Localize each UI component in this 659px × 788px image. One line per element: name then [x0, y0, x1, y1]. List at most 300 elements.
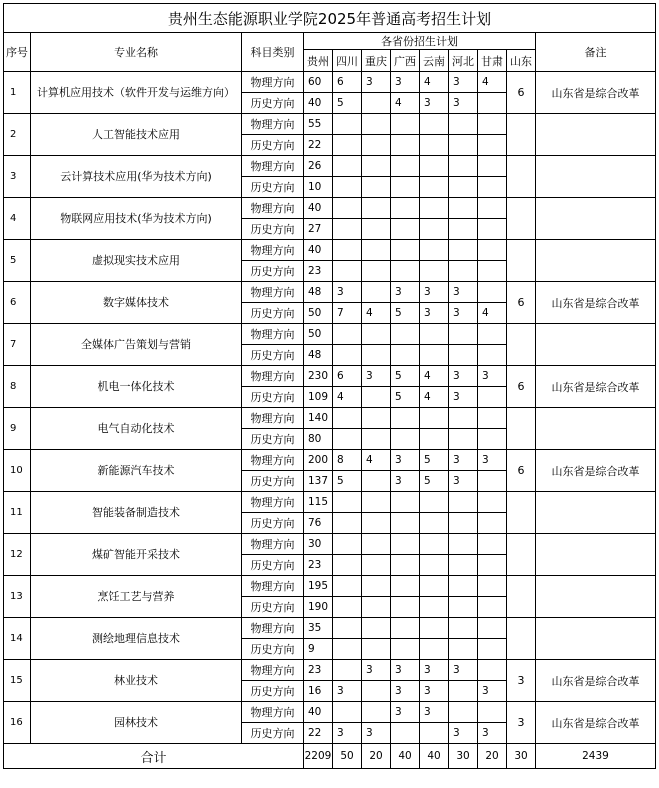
quota-cell — [449, 156, 478, 177]
quota-cell — [391, 408, 420, 429]
quota-cell — [420, 156, 449, 177]
quota-cell — [333, 513, 362, 534]
quota-cell — [333, 618, 362, 639]
quota-cell — [333, 702, 362, 723]
major-cell: 计算机应用技术（软件开发与运维方向） — [31, 72, 242, 114]
header-province-gansu: 甘肃 — [478, 50, 507, 72]
quota-cell: 3 — [362, 366, 391, 387]
quota-cell — [478, 702, 507, 723]
quota-cell — [478, 660, 507, 681]
quota-cell — [333, 324, 362, 345]
note-cell — [536, 492, 656, 534]
shandong-cell — [507, 156, 536, 198]
seq-cell: 12 — [4, 534, 31, 576]
quota-cell: 3 — [449, 660, 478, 681]
quota-cell — [391, 219, 420, 240]
quota-cell — [333, 198, 362, 219]
category-cell: 物理方向 — [242, 534, 304, 555]
seq-cell: 4 — [4, 198, 31, 240]
table-row — [4, 198, 656, 219]
quota-cell: 3 — [478, 723, 507, 744]
major-cell: 测绘地理信息技术 — [31, 618, 242, 660]
quota-cell: 5 — [391, 387, 420, 408]
quota-cell — [391, 618, 420, 639]
quota-cell: 40 — [304, 240, 333, 261]
table-row — [4, 660, 656, 681]
shandong-cell — [507, 492, 536, 534]
quota-cell — [391, 324, 420, 345]
category-cell: 物理方向 — [242, 282, 304, 303]
shandong-cell — [507, 198, 536, 240]
category-cell: 历史方向 — [242, 345, 304, 366]
quota-cell — [333, 492, 362, 513]
quota-cell — [362, 387, 391, 408]
quota-cell — [333, 429, 362, 450]
category-cell: 历史方向 — [242, 681, 304, 702]
quota-cell — [333, 345, 362, 366]
category-cell: 物理方向 — [242, 72, 304, 93]
quota-cell — [362, 198, 391, 219]
category-cell: 历史方向 — [242, 639, 304, 660]
quota-cell — [333, 660, 362, 681]
quota-cell: 5 — [391, 366, 420, 387]
quota-cell: 3 — [391, 72, 420, 93]
quota-cell — [420, 555, 449, 576]
quota-cell — [449, 240, 478, 261]
category-cell: 历史方向 — [242, 597, 304, 618]
quota-cell — [420, 324, 449, 345]
header-province-chongqing: 重庆 — [362, 50, 391, 72]
quota-cell — [333, 177, 362, 198]
quota-cell — [333, 135, 362, 156]
seq-cell: 9 — [4, 408, 31, 450]
seq-cell: 11 — [4, 492, 31, 534]
quota-cell — [391, 555, 420, 576]
seq-cell: 14 — [4, 618, 31, 660]
note-cell — [536, 618, 656, 660]
category-cell: 物理方向 — [242, 702, 304, 723]
quota-cell — [391, 114, 420, 135]
quota-cell — [391, 639, 420, 660]
note-cell — [536, 156, 656, 198]
quota-cell — [478, 492, 507, 513]
header-province-guizhou: 贵州 — [304, 50, 333, 72]
quota-cell: 23 — [304, 261, 333, 282]
note-cell — [536, 198, 656, 240]
quota-cell: 50 — [304, 303, 333, 324]
category-cell: 历史方向 — [242, 387, 304, 408]
shandong-cell — [507, 576, 536, 618]
quota-cell — [420, 597, 449, 618]
category-cell: 物理方向 — [242, 366, 304, 387]
quota-cell: 3 — [391, 450, 420, 471]
quota-cell — [478, 282, 507, 303]
quota-cell — [362, 576, 391, 597]
quota-cell — [333, 240, 362, 261]
quota-cell: 3 — [391, 702, 420, 723]
shandong-cell: 6 — [507, 366, 536, 408]
total-value: 30 — [449, 744, 478, 769]
table-row — [4, 702, 656, 723]
quota-cell — [391, 261, 420, 282]
quota-cell: 26 — [304, 156, 333, 177]
major-cell: 电气自动化技术 — [31, 408, 242, 450]
quota-cell: 3 — [333, 681, 362, 702]
quota-cell — [478, 534, 507, 555]
quota-cell — [420, 177, 449, 198]
quota-cell — [449, 681, 478, 702]
quota-cell — [333, 156, 362, 177]
enrollment-plan-table — [3, 3, 656, 769]
quota-cell: 22 — [304, 135, 333, 156]
note-cell: 山东省是综合改革 — [536, 660, 656, 702]
quota-cell — [420, 576, 449, 597]
quota-cell — [333, 597, 362, 618]
shandong-cell — [507, 618, 536, 660]
quota-cell — [420, 345, 449, 366]
quota-cell: 4 — [333, 387, 362, 408]
note-cell — [536, 240, 656, 282]
shandong-cell: 3 — [507, 702, 536, 744]
seq-cell: 2 — [4, 114, 31, 156]
seq-cell: 13 — [4, 576, 31, 618]
quota-cell: 195 — [304, 576, 333, 597]
quota-cell — [362, 702, 391, 723]
quota-cell — [478, 429, 507, 450]
quota-cell: 16 — [304, 681, 333, 702]
quota-cell — [333, 114, 362, 135]
quota-cell: 3 — [362, 723, 391, 744]
header-province-hebei: 河北 — [449, 50, 478, 72]
quota-cell: 4 — [362, 450, 391, 471]
quota-cell — [449, 513, 478, 534]
category-cell: 历史方向 — [242, 303, 304, 324]
quota-cell — [478, 408, 507, 429]
quota-cell: 48 — [304, 345, 333, 366]
total-value: 50 — [333, 744, 362, 769]
quota-cell — [449, 576, 478, 597]
note-cell — [536, 576, 656, 618]
quota-cell: 140 — [304, 408, 333, 429]
quota-cell — [391, 597, 420, 618]
quota-cell — [478, 198, 507, 219]
quota-cell — [333, 555, 362, 576]
quota-cell: 35 — [304, 618, 333, 639]
quota-cell: 3 — [449, 303, 478, 324]
quota-cell — [362, 429, 391, 450]
quota-cell: 137 — [304, 471, 333, 492]
shandong-cell: 3 — [507, 660, 536, 702]
total-value: 2209 — [304, 744, 333, 769]
quota-cell — [420, 408, 449, 429]
quota-cell — [391, 576, 420, 597]
quota-cell: 5 — [420, 450, 449, 471]
quota-cell: 3 — [391, 681, 420, 702]
quota-cell — [391, 177, 420, 198]
quota-cell: 3 — [449, 366, 478, 387]
quota-cell — [420, 429, 449, 450]
quota-cell: 3 — [420, 702, 449, 723]
shandong-cell — [507, 324, 536, 366]
quota-cell: 10 — [304, 177, 333, 198]
total-label: 合计 — [4, 744, 304, 769]
quota-cell — [478, 471, 507, 492]
quota-cell — [449, 177, 478, 198]
quota-cell — [362, 93, 391, 114]
category-cell: 物理方向 — [242, 114, 304, 135]
category-cell: 物理方向 — [242, 240, 304, 261]
quota-cell — [449, 555, 478, 576]
quota-cell: 3 — [333, 282, 362, 303]
quota-cell: 3 — [420, 660, 449, 681]
quota-cell — [391, 723, 420, 744]
category-cell: 历史方向 — [242, 429, 304, 450]
category-cell: 历史方向 — [242, 471, 304, 492]
quota-cell — [362, 618, 391, 639]
quota-cell — [420, 534, 449, 555]
category-cell: 物理方向 — [242, 408, 304, 429]
quota-cell — [362, 135, 391, 156]
quota-cell: 5 — [333, 93, 362, 114]
quota-cell: 3 — [362, 72, 391, 93]
quota-cell: 3 — [420, 93, 449, 114]
grand-total: 2439 — [536, 744, 656, 769]
quota-cell: 4 — [362, 303, 391, 324]
quota-cell: 3 — [449, 387, 478, 408]
category-cell: 物理方向 — [242, 324, 304, 345]
quota-cell — [420, 261, 449, 282]
quota-cell: 3 — [420, 681, 449, 702]
quota-cell — [449, 219, 478, 240]
quota-cell: 3 — [449, 450, 478, 471]
category-cell: 历史方向 — [242, 261, 304, 282]
major-cell: 智能装备制造技术 — [31, 492, 242, 534]
quota-cell: 3 — [391, 660, 420, 681]
quota-cell: 3 — [449, 471, 478, 492]
table-row — [4, 534, 656, 555]
plan-body — [4, 72, 656, 744]
quota-cell: 8 — [333, 450, 362, 471]
quota-cell — [420, 618, 449, 639]
quota-cell: 30 — [304, 534, 333, 555]
quota-cell: 3 — [478, 450, 507, 471]
quota-cell — [420, 198, 449, 219]
quota-cell — [362, 219, 391, 240]
seq-cell: 7 — [4, 324, 31, 366]
note-cell: 山东省是综合改革 — [536, 702, 656, 744]
quota-cell: 3 — [478, 366, 507, 387]
quota-cell — [362, 597, 391, 618]
quota-cell — [362, 345, 391, 366]
enrollment-plan-sheet — [3, 3, 655, 784]
quota-cell: 22 — [304, 723, 333, 744]
shandong-cell — [507, 408, 536, 450]
quota-cell: 3 — [420, 303, 449, 324]
seq-cell: 8 — [4, 366, 31, 408]
quota-cell — [449, 345, 478, 366]
quota-cell: 3 — [449, 282, 478, 303]
quota-cell: 115 — [304, 492, 333, 513]
category-cell: 物理方向 — [242, 492, 304, 513]
quota-cell — [420, 492, 449, 513]
quota-cell: 23 — [304, 555, 333, 576]
note-cell: 山东省是综合改革 — [536, 72, 656, 114]
seq-cell: 5 — [4, 240, 31, 282]
quota-cell — [420, 723, 449, 744]
quota-cell — [362, 324, 391, 345]
quota-cell: 190 — [304, 597, 333, 618]
quota-cell: 3 — [449, 723, 478, 744]
quota-cell — [478, 261, 507, 282]
table-row — [4, 72, 656, 93]
quota-cell — [478, 135, 507, 156]
quota-cell — [333, 261, 362, 282]
quota-cell — [391, 534, 420, 555]
quota-cell: 3 — [362, 660, 391, 681]
seq-cell: 15 — [4, 660, 31, 702]
quota-cell: 200 — [304, 450, 333, 471]
header-seq: 序号 — [4, 33, 31, 72]
category-cell: 历史方向 — [242, 93, 304, 114]
quota-cell: 5 — [333, 471, 362, 492]
table-row — [4, 492, 656, 513]
category-cell: 历史方向 — [242, 219, 304, 240]
quota-cell — [420, 639, 449, 660]
shandong-cell — [507, 114, 536, 156]
total-value: 40 — [391, 744, 420, 769]
quota-cell: 27 — [304, 219, 333, 240]
header-province-shandong: 山东 — [507, 50, 536, 72]
table-row — [4, 324, 656, 345]
total-value: 20 — [362, 744, 391, 769]
quota-cell — [362, 261, 391, 282]
quota-cell — [478, 240, 507, 261]
shandong-cell: 6 — [507, 450, 536, 492]
table-row — [4, 408, 656, 429]
quota-cell: 3 — [478, 681, 507, 702]
category-cell: 历史方向 — [242, 135, 304, 156]
quota-cell: 109 — [304, 387, 333, 408]
shandong-cell: 6 — [507, 282, 536, 324]
total-value: 20 — [478, 744, 507, 769]
quota-cell: 23 — [304, 660, 333, 681]
quota-cell — [362, 177, 391, 198]
quota-cell — [478, 324, 507, 345]
quota-cell — [449, 492, 478, 513]
quota-cell — [333, 219, 362, 240]
quota-cell — [478, 219, 507, 240]
category-cell: 历史方向 — [242, 723, 304, 744]
quota-cell: 80 — [304, 429, 333, 450]
category-cell: 物理方向 — [242, 156, 304, 177]
quota-cell: 6 — [333, 366, 362, 387]
table-row — [4, 156, 656, 177]
quota-cell — [449, 408, 478, 429]
quota-cell — [449, 702, 478, 723]
quota-cell: 4 — [420, 387, 449, 408]
quota-cell — [333, 639, 362, 660]
quota-cell: 5 — [420, 471, 449, 492]
quota-cell — [478, 93, 507, 114]
seq-cell: 16 — [4, 702, 31, 744]
category-cell: 历史方向 — [242, 555, 304, 576]
quota-cell — [391, 198, 420, 219]
quota-cell — [420, 135, 449, 156]
quota-cell — [362, 240, 391, 261]
seq-cell: 3 — [4, 156, 31, 198]
table-row — [4, 576, 656, 597]
category-cell: 历史方向 — [242, 513, 304, 534]
quota-cell — [333, 534, 362, 555]
quota-cell — [420, 114, 449, 135]
quota-cell — [362, 639, 391, 660]
quota-cell: 3 — [333, 723, 362, 744]
total-value: 40 — [420, 744, 449, 769]
note-cell — [536, 114, 656, 156]
table-row — [4, 114, 656, 135]
quota-cell: 230 — [304, 366, 333, 387]
quota-cell: 4 — [478, 72, 507, 93]
quota-cell: 9 — [304, 639, 333, 660]
header-province-sichuan: 四川 — [333, 50, 362, 72]
major-cell: 物联网应用技术(华为技术方向) — [31, 198, 242, 240]
quota-cell: 6 — [333, 72, 362, 93]
quota-cell: 3 — [449, 93, 478, 114]
quota-cell: 60 — [304, 72, 333, 93]
quota-cell — [362, 408, 391, 429]
note-cell: 山东省是综合改革 — [536, 450, 656, 492]
quota-cell — [478, 387, 507, 408]
quota-cell: 40 — [304, 702, 333, 723]
quota-cell: 40 — [304, 198, 333, 219]
quota-cell — [362, 534, 391, 555]
header-major: 专业名称 — [31, 33, 242, 72]
quota-cell — [420, 219, 449, 240]
seq-cell: 10 — [4, 450, 31, 492]
header-note: 备注 — [536, 33, 656, 72]
category-cell: 物理方向 — [242, 450, 304, 471]
quota-cell — [478, 597, 507, 618]
category-cell: 物理方向 — [242, 198, 304, 219]
quota-cell: 48 — [304, 282, 333, 303]
table-row — [4, 618, 656, 639]
quota-cell — [478, 177, 507, 198]
header-province-yunnan: 云南 — [420, 50, 449, 72]
quota-cell — [478, 156, 507, 177]
category-cell: 物理方向 — [242, 576, 304, 597]
quota-cell — [478, 345, 507, 366]
quota-cell: 76 — [304, 513, 333, 534]
quota-cell — [391, 513, 420, 534]
category-cell: 历史方向 — [242, 177, 304, 198]
major-cell: 新能源汽车技术 — [31, 450, 242, 492]
quota-cell — [449, 198, 478, 219]
quota-cell — [449, 114, 478, 135]
quota-cell — [391, 156, 420, 177]
quota-cell — [449, 135, 478, 156]
quota-cell: 7 — [333, 303, 362, 324]
quota-cell: 50 — [304, 324, 333, 345]
quota-cell — [478, 618, 507, 639]
shandong-cell: 6 — [507, 72, 536, 114]
quota-cell — [449, 261, 478, 282]
major-cell: 人工智能技术应用 — [31, 114, 242, 156]
quota-cell — [362, 282, 391, 303]
major-cell: 园林技术 — [31, 702, 242, 744]
quota-cell — [333, 576, 362, 597]
quota-cell: 40 — [304, 93, 333, 114]
quota-cell — [362, 681, 391, 702]
